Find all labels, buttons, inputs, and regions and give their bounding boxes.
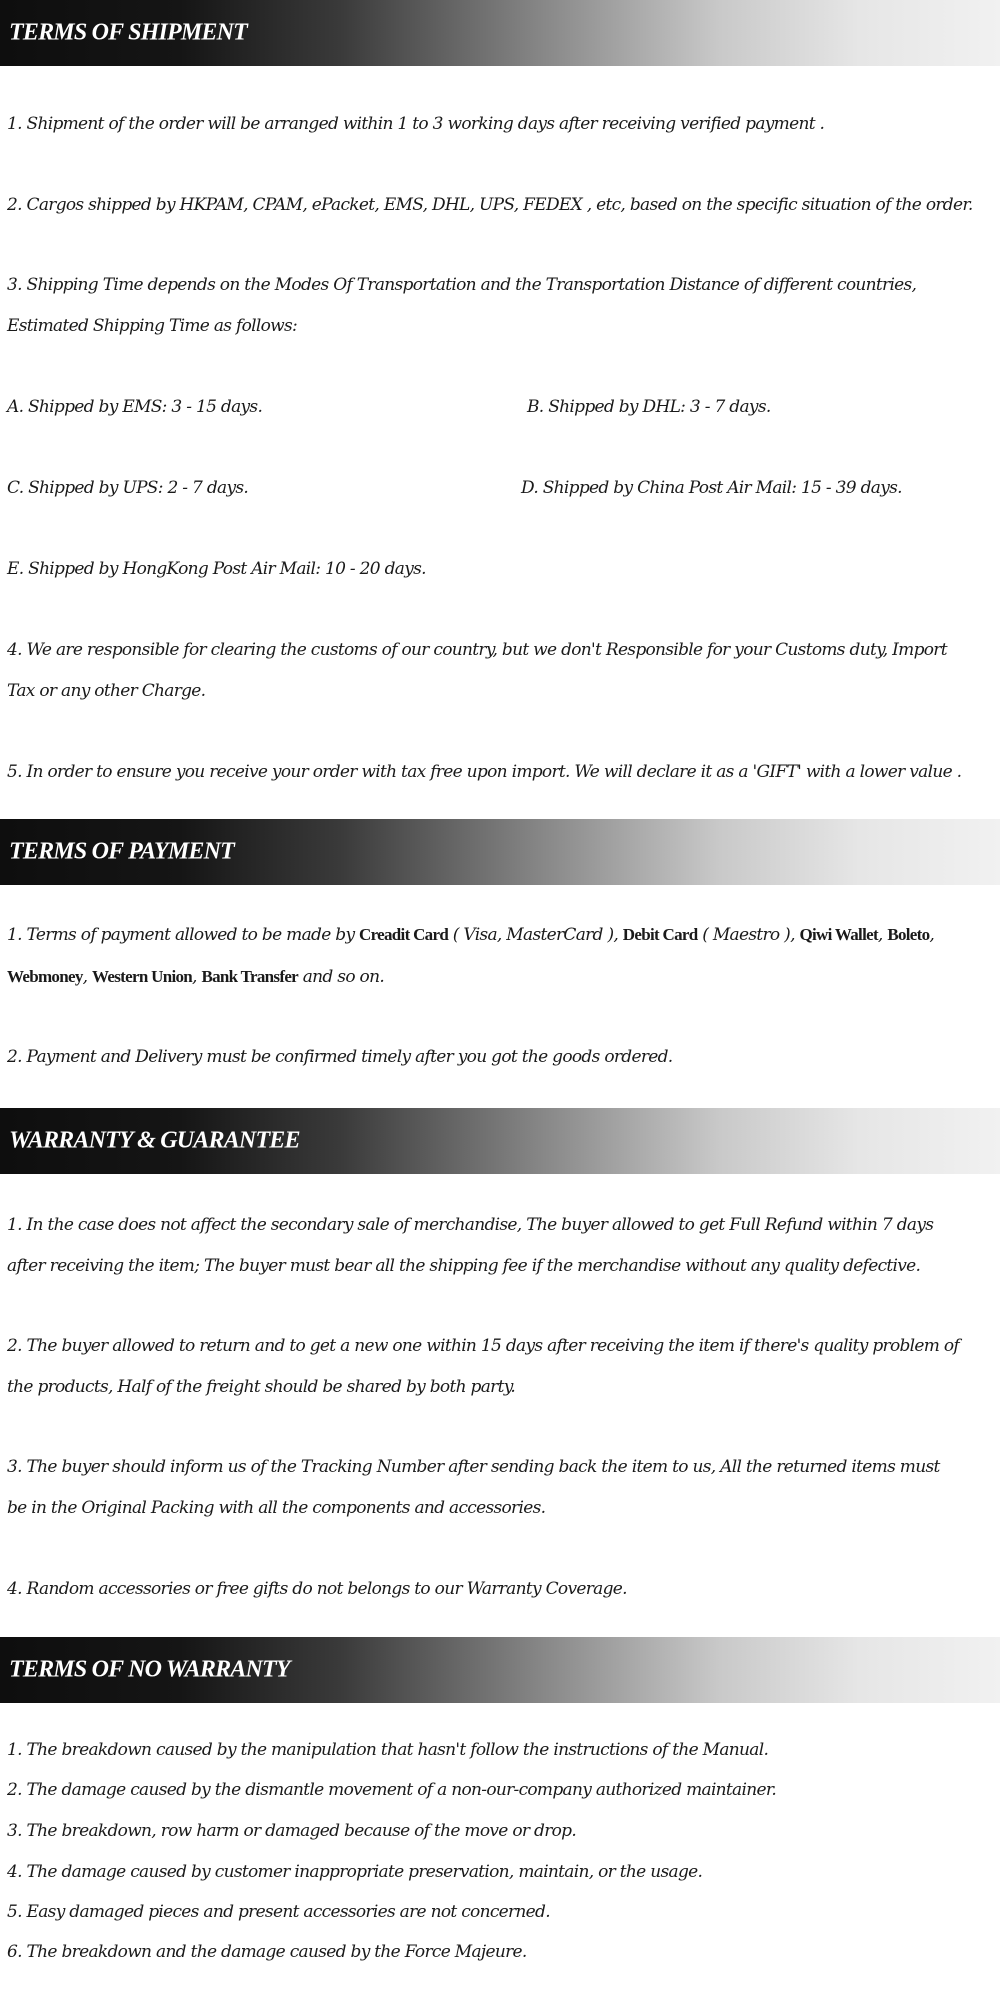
debit-card-detail: ( Maestro ), [697,925,800,945]
payment-separator: , [82,967,93,987]
credit-card-label: Creadit Card [359,925,449,944]
warranty-item-1-line-1: 1. In the case does not affect the secondary sale of merchandise, The buyer allowed to get Full Refund within 7 days [7,1215,934,1235]
payment-separator: , [877,925,888,945]
shipment-item-4-line-2: Tax or any other Charge. [7,681,206,701]
shipment-header [0,0,1000,66]
warranty-item-1-line-2: after receiving the item; The buyer must bear all the shipping fee if the merchandise without any quality defective. [7,1256,921,1276]
shipment-item-4-line-1: 4. We are responsible for clearing the customs of our country, but we don't Responsible for your Customs duty, Import [7,640,947,660]
payment-separator: , [192,967,202,987]
shipping-time-dhl: B. Shipped by DHL: 3 - 7 days. [527,397,771,417]
warranty-title: WARRANTY & GUARANTEE [9,1127,300,1154]
credit-card-detail: ( Visa, MasterCard ), [448,925,623,945]
shipping-time-ems: A. Shipped by EMS: 3 - 15 days. [7,397,263,417]
warranty-item-3-line-1: 3. The buyer should inform us of the Tracking Number after sending back the item to us, All the returned items must [7,1457,940,1477]
bank-transfer-label: Bank Transfer [201,967,299,986]
no-warranty-item: 3. The breakdown, row harm or damaged because of the move or drop. [7,1821,577,1841]
boleto-label: Boleto [887,925,930,944]
payment-item-1-line-2 [7,967,384,987]
no-warranty-item: 2. The damage caused by the dismantle movement of a non-our-company authorized maintainer. [7,1780,777,1800]
shipment-item-2: 2. Cargos shipped by HKPAM, CPAM, ePacket, EMS, DHL, UPS, FEDEX , etc, based on the specific situation of the order. [7,195,973,215]
payment-separator: , [929,925,935,945]
debit-card-label: Debit Card [622,925,698,944]
shipment-item-3-line-1: 3. Shipping Time depends on the Modes Of Transportation and the Transportation Distance of different countries, [7,275,917,295]
shipment-item-3-line-2: Estimated Shipping Time as follows: [7,316,298,336]
warranty-item-3-line-2: be in the Original Packing with all the components and accessories. [7,1498,546,1518]
payment-lead: 1. Terms of payment allowed to be made by [7,925,360,945]
warranty-header [0,1108,1000,1174]
payment-tail: and so on. [298,967,385,987]
western-union-label: Western Union [92,967,193,986]
no-warranty-header [0,1637,1000,1703]
no-warranty-item: 6. The breakdown and the damage caused by the Force Majeure. [7,1942,527,1962]
no-warranty-title: TERMS OF NO WARRANTY [9,1656,290,1683]
qiwi-wallet-label: Qiwi Wallet [799,925,878,944]
shipping-time-ups: C. Shipped by UPS: 2 - 7 days. [7,478,249,498]
payment-header [0,819,1000,885]
shipping-time-hongkong-post: E. Shipped by HongKong Post Air Mail: 10 - 20 days. [7,559,426,579]
payment-item-1-line-1 [7,925,934,945]
shipment-item-5: 5. In order to ensure you receive your order with tax free upon import. We will declare it as a 'GIFT' with a lower value . [7,762,962,782]
shipping-time-china-post: D. Shipped by China Post Air Mail: 15 - 39 days. [521,478,902,498]
payment-title: TERMS OF PAYMENT [9,838,235,865]
warranty-item-2-line-1: 2. The buyer allowed to return and to get a new one within 15 days after receiving the item if there's quality problem of [7,1336,960,1356]
no-warranty-item: 5. Easy damaged pieces and present accessories are not concerned. [7,1902,550,1922]
warranty-item-4: 4. Random accessories or free gifts do not belongs to our Warranty Coverage. [7,1579,627,1599]
shipment-title: TERMS OF SHIPMENT [9,19,248,46]
warranty-item-2-line-2: the products, Half of the freight should be shared by both party. [7,1377,516,1397]
webmoney-label: Webmoney [7,967,83,986]
no-warranty-item: 4. The damage caused by customer inappropriate preservation, maintain, or the usage. [7,1862,703,1882]
payment-item-2: 2. Payment and Delivery must be confirmed timely after you got the goods ordered. [7,1047,673,1067]
no-warranty-item: 1. The breakdown caused by the manipulation that hasn't follow the instructions of the Manual. [7,1740,769,1760]
shipment-item-1: 1. Shipment of the order will be arranged within 1 to 3 working days after receiving verified payment . [7,114,825,134]
